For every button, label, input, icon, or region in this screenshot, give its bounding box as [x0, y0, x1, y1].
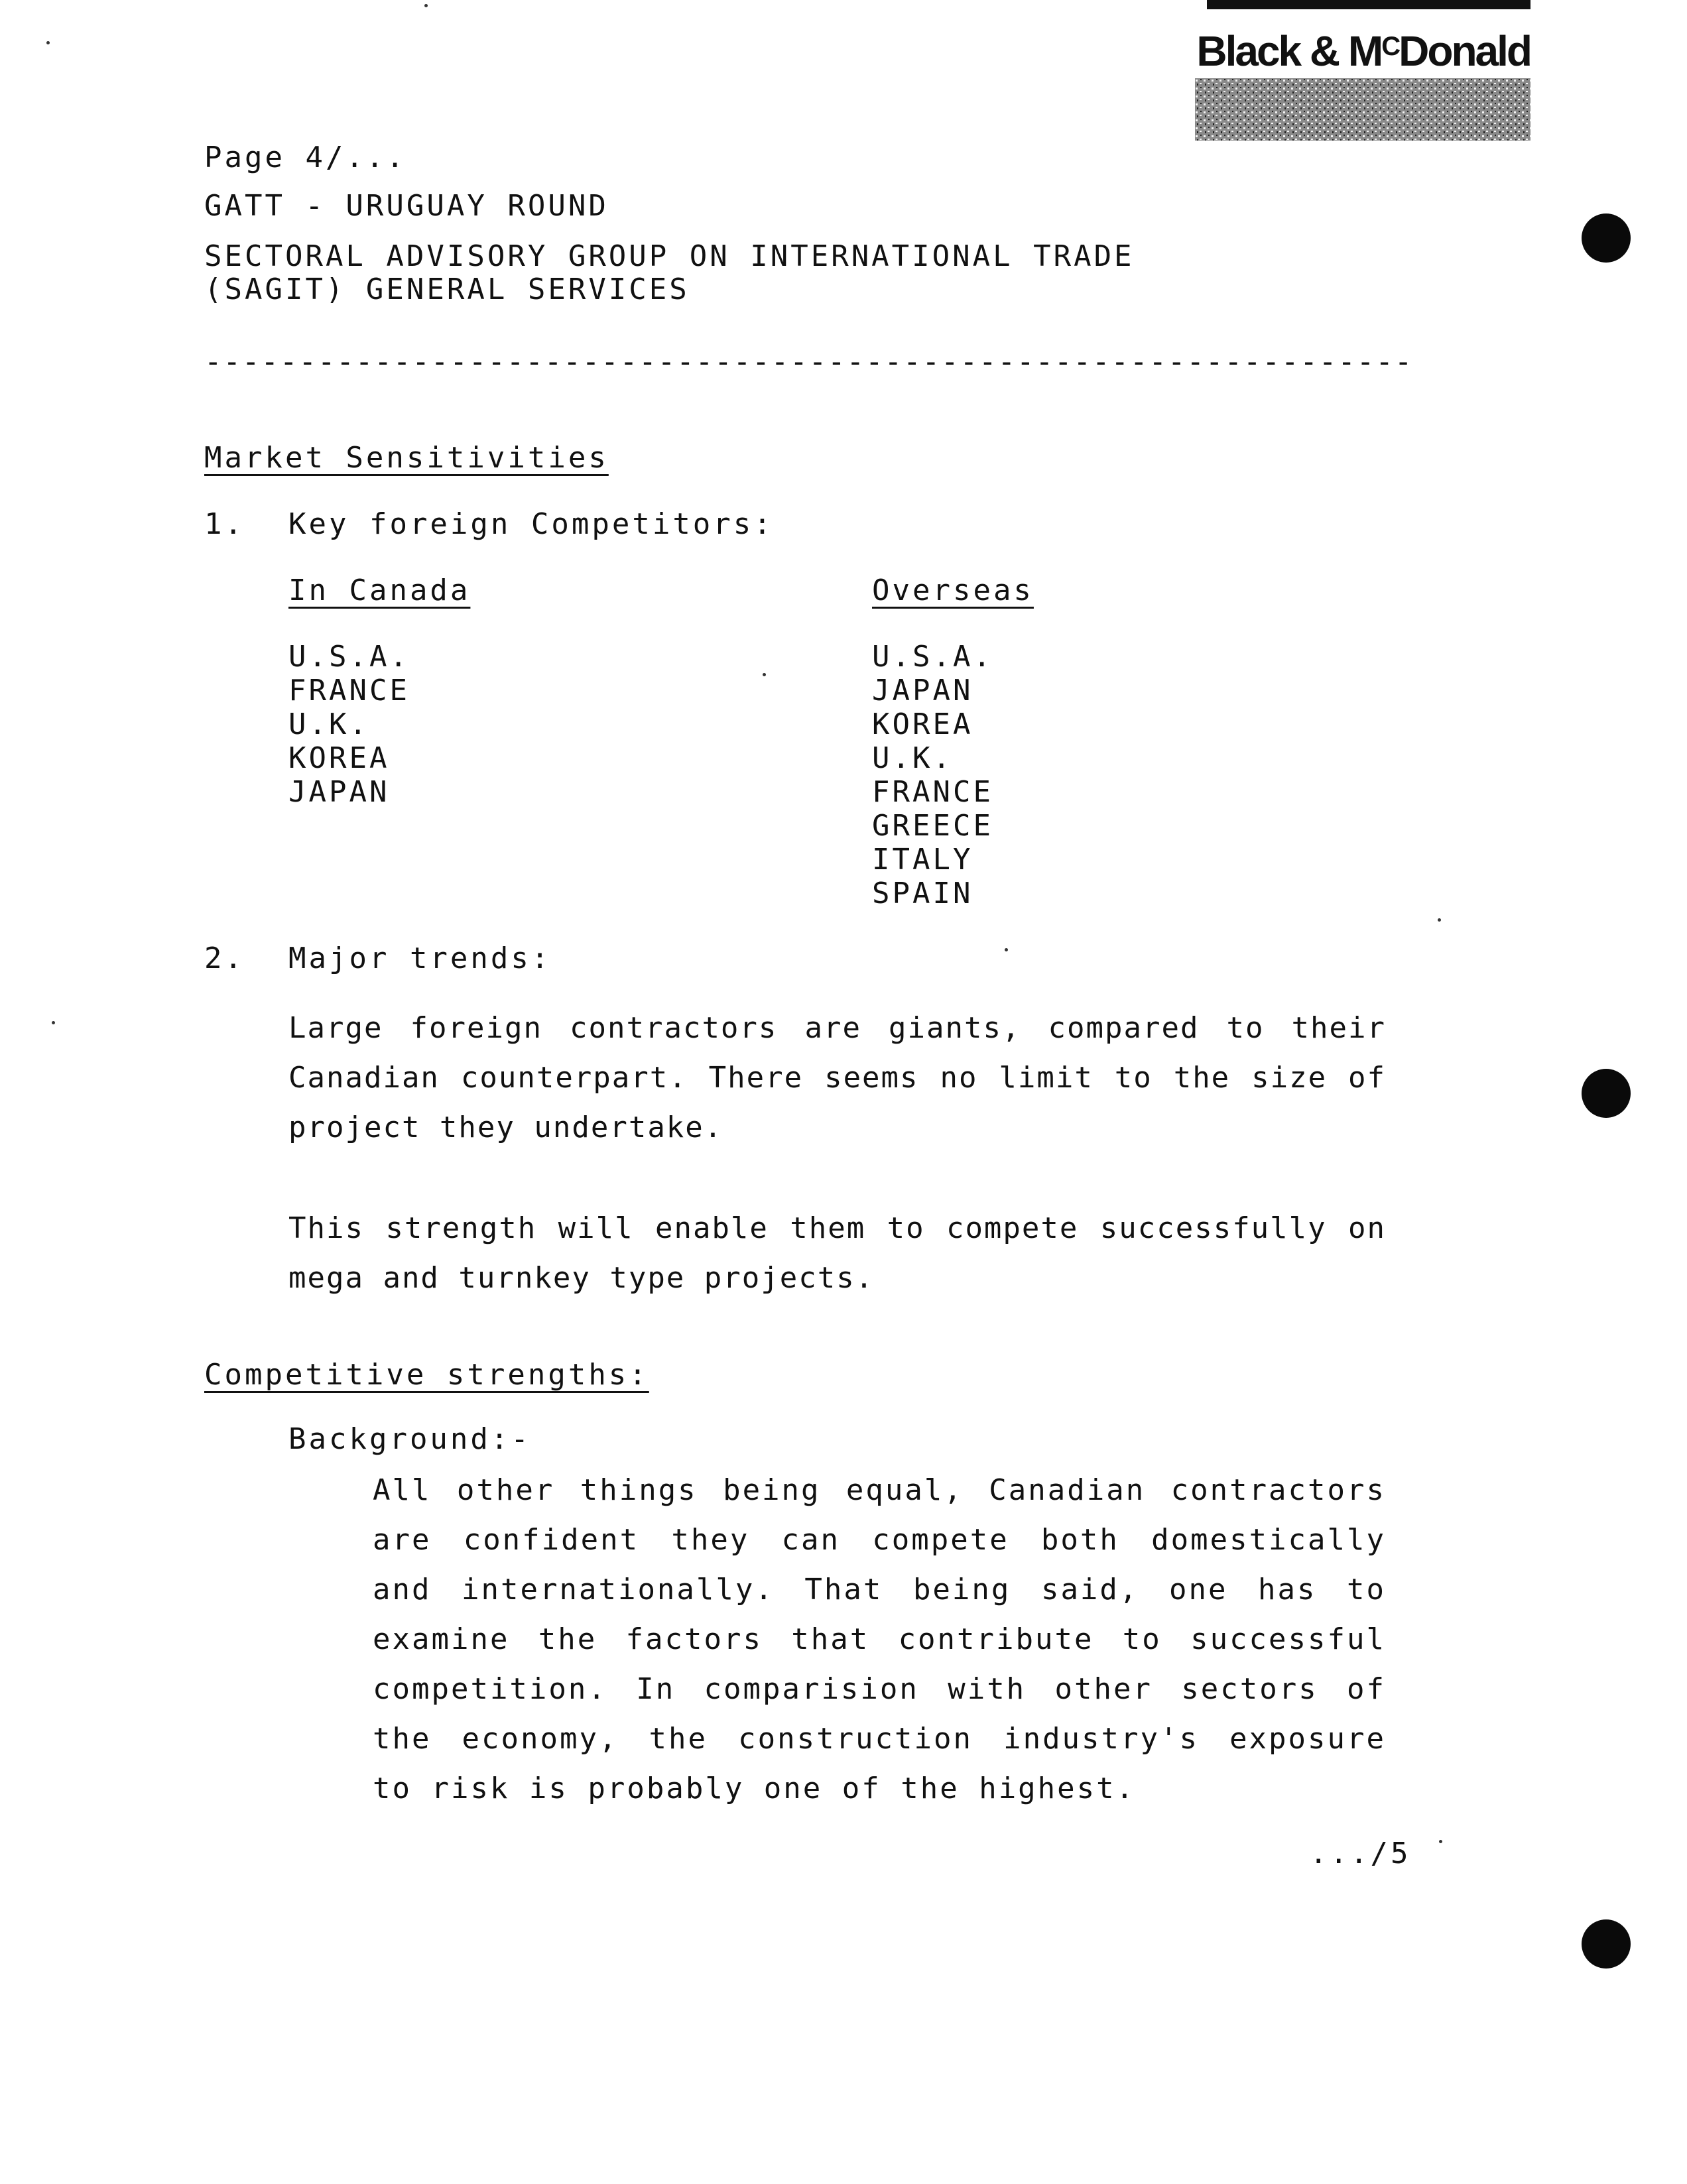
scan-speck — [1438, 918, 1441, 922]
major-trends-paragraph-2: This strength will enable them to compete successfully on mega and turnkey type projects. — [288, 1211, 1386, 1295]
scan-speck — [424, 4, 428, 7]
section-heading-market-sensitivities: Market Sensitivities — [204, 441, 609, 475]
scan-speck — [1005, 948, 1008, 951]
list-item: FRANCE — [872, 775, 993, 809]
list-item: JAPAN — [872, 674, 973, 707]
list-item: SPAIN — [872, 877, 973, 910]
item-number-1: 1. — [204, 507, 245, 541]
column-heading-in-canada: In Canada — [288, 574, 471, 607]
in-canada-list — [288, 640, 410, 809]
scan-speck — [763, 673, 766, 676]
major-trends-paragraph-1: Large foreign contractors are giants, compared to their Canadian counterpart. There seems no limit to the size of project they undertake. — [288, 1011, 1386, 1144]
section-heading-competitive-strengths: Competitive strengths: — [204, 1358, 649, 1392]
overseas-list — [872, 640, 993, 910]
list-item: U.K. — [288, 707, 369, 741]
list-item: KOREA — [288, 741, 390, 775]
item-number-2: 2. — [204, 941, 245, 975]
header-title: GATT - URUGUAY ROUND — [204, 189, 609, 223]
scan-speck — [1439, 1840, 1442, 1843]
logo-pattern-block — [1195, 78, 1531, 141]
list-item: JAPAN — [288, 775, 390, 809]
column-heading-overseas: Overseas — [872, 574, 1034, 607]
subheading-background: Background:- — [288, 1422, 531, 1456]
list-item: ITALY — [872, 843, 973, 877]
item-label-major-trends: Major trends: — [288, 941, 552, 975]
header-subtitle-line1: SECTORAL ADVISORY GROUP ON INTERNATIONAL TRADE — [204, 239, 1135, 273]
background-paragraph: All other things being equal, Canadian contractors are confident they can compete both domestically and internationally. That being said, one has to examine the factors that contribute to successful competition. In comparision with other sectors of the economy, the construction industry's exposure to risk is probably one of the highest. — [373, 1473, 1386, 1805]
company-logo: Black & $M^CDonald$ — [1196, 27, 1531, 75]
list-item: U.S.A. — [872, 640, 993, 674]
binder-hole — [1582, 1919, 1631, 1969]
binder-hole — [1582, 1069, 1631, 1118]
header-divider: ---------------------------------------------------------------- — [204, 345, 1414, 379]
list-item: GREECE — [872, 809, 993, 843]
scan-speck — [52, 1021, 55, 1024]
list-item: U.K. — [872, 741, 953, 775]
page-reference: Page 4/... — [204, 141, 406, 174]
item-label-key-competitors: Key foreign Competitors: — [288, 507, 774, 541]
binder-hole — [1582, 213, 1631, 263]
list-item: FRANCE — [288, 674, 410, 707]
next-page-indicator: .../5 — [1310, 1837, 1411, 1870]
scan-speck — [46, 41, 50, 44]
list-item: KOREA — [872, 707, 973, 741]
list-item: U.S.A. — [288, 640, 410, 674]
logo-top-bar — [1207, 0, 1531, 9]
header-subtitle-line2: (SAGIT) GENERAL SERVICES — [204, 273, 690, 306]
